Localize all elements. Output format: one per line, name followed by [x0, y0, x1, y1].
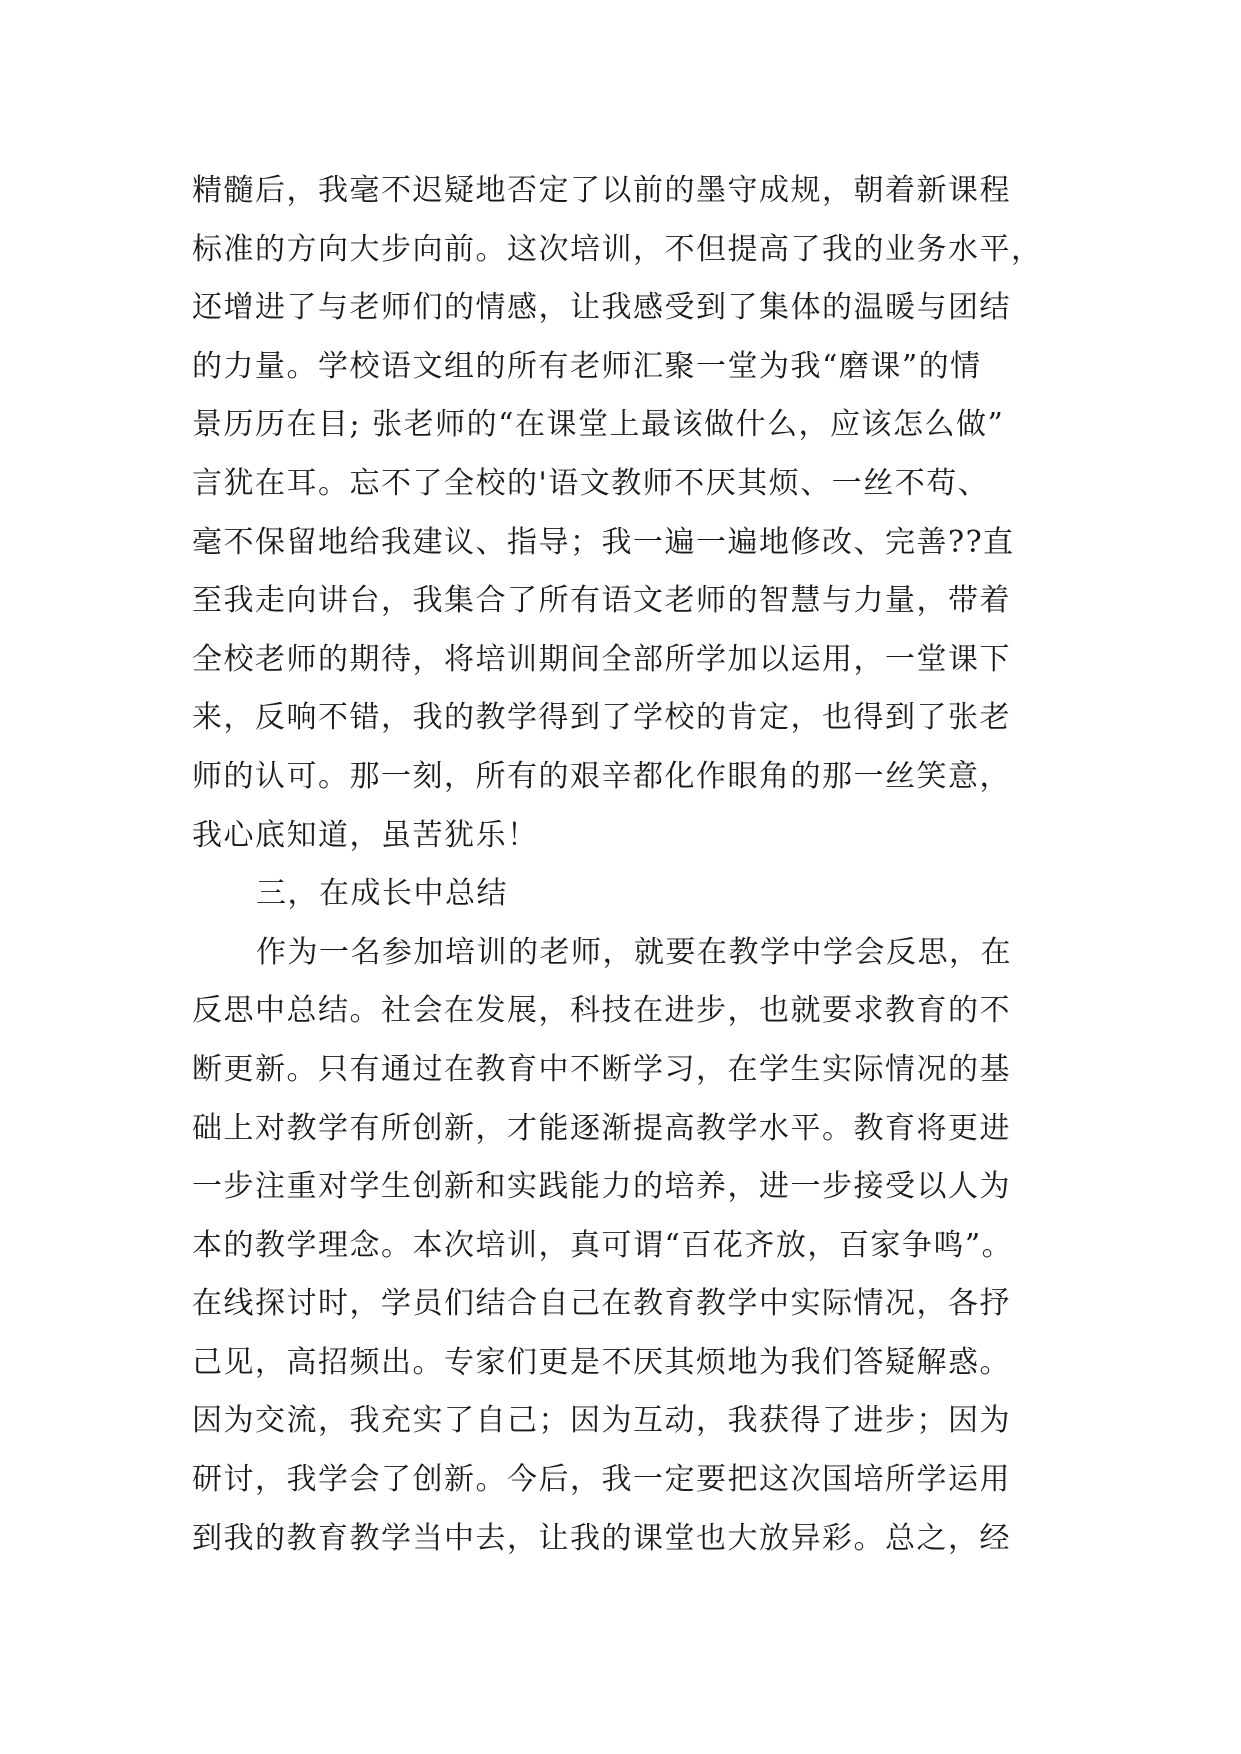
text-line: 至我走向讲台，我集合了所有语文老师的智慧与力量，带着: [192, 583, 1011, 619]
text-line: 毫不保留地给我建议、指导；我一遍一遍地修改、完善??直: [192, 524, 1015, 560]
text-line: 师的认可。那一刻，所有的艰辛都化作眼角的那一丝笑意，: [192, 758, 1011, 794]
text-line: 到我的教育教学当中去，让我的课堂也大放异彩。总之，经: [192, 1520, 1011, 1556]
text-line: 反思中总结。社会在发展，科技在进步，也就要求教育的不: [192, 993, 1011, 1029]
text-line: 来，反响不错，我的教学得到了学校的肯定，也得到了张老: [192, 700, 1011, 736]
text-line: 景历历在目; 张老师的“在课堂上最该做什么，应该怎么做”: [192, 407, 1005, 443]
text-line: 还增进了与老师们的情感，让我感受到了集体的温暖与团结: [192, 290, 1011, 326]
text-line: 研讨，我学会了创新。今后，我一定要把这次国培所学运用: [192, 1462, 1011, 1498]
text-line: 言犹在耳。忘不了全校的'语文教师不厌其烦、一丝不苟、: [192, 465, 990, 501]
text-line: 因为交流，我充实了自己；因为互动，我获得了进步；因为: [192, 1403, 1011, 1439]
text-line: 础上对教学有所创新，才能逐渐提高教学水平。教育将更进: [192, 1110, 1011, 1146]
text-line: 的力量。学校语文组的所有老师汇聚一堂为我“磨课”的情: [192, 348, 982, 384]
text-line: 断更新。只有通过在教育中不断学习，在学生实际情况的基: [192, 1051, 1011, 1087]
document-body: [192, 162, 1072, 1568]
text-line: 本的教学理念。本次培训，真可谓“百花齐放，百家争鸣”。: [192, 1227, 1014, 1263]
text-line: 精髓后，我毫不迟疑地否定了以前的墨守成规，朝着新课程: [192, 173, 1011, 208]
section-heading: 三，在成长中总结: [256, 876, 508, 912]
text-line: 己见，高招频出。专家们更是不厌其烦地为我们答疑解惑。: [192, 1344, 1011, 1380]
paragraph-first-line: 作为一名参加培训的老师，就要在教学中学会反思，在: [256, 934, 1012, 970]
text-line: 全校老师的期待，将培训期间全部所学加以运用，一堂课下: [192, 641, 1011, 677]
text-line: 一步注重对学生创新和实践能力的培养，进一步接受以人为: [192, 1169, 1011, 1205]
text-line: 在线探讨时，学员们结合自己在教育教学中实际情况，各抒: [192, 1286, 1011, 1322]
text-line: 我心底知道，虽苦犹乐！: [192, 817, 539, 853]
text-line: 标准的方向大步向前。这次培训，不但提高了我的业务水平，: [192, 231, 1043, 267]
